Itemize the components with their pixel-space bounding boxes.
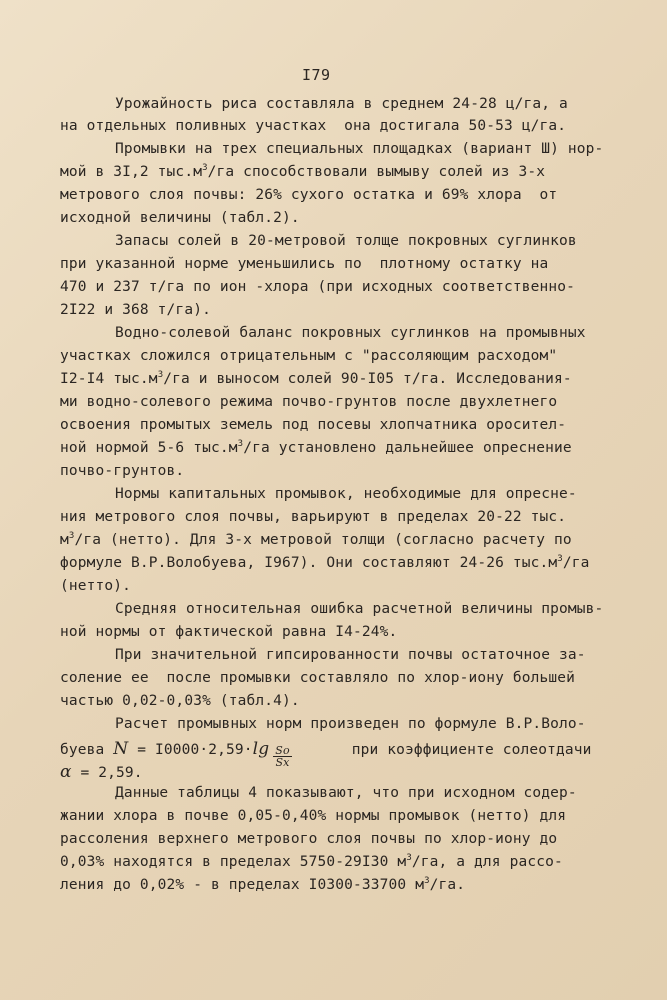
text-line: соление ее после промывки составляло по хлор-иону большей <box>60 670 576 686</box>
text-line: При значительной гипсированности почвы остаточное за- <box>115 647 586 663</box>
text-line: $м^3/га$ (нетто). Для 3-х метровой толщи (согласно расчету по <box>60 531 572 548</box>
text-line: 2I22 и 368 т/га). <box>60 302 211 318</box>
text-line: Расчет промывных норм произведен по формуле В.Р.Воло- <box>115 716 586 732</box>
text-line: Данные таблицы 4 показывают, что при исходном содер- <box>115 785 577 801</box>
text-line: ления до 0,02% - в пределах I0300-33700 $м^3/га$. <box>60 876 466 893</box>
text-line: ми водно-солевого режима почво-грунтов после двухлетнего <box>60 394 558 410</box>
text-line: 470 и 237 т/га по ион -хлора (при исходных соответственно- <box>60 279 576 295</box>
text-line: частью 0,02-0,03% (табл.4). <box>60 693 300 709</box>
text-line: Промывки на трех специальных площадках (вариант Ш) нор- <box>115 141 604 157</box>
formula-variable-n: N <box>113 739 129 759</box>
text-line: (нетто). <box>60 578 132 594</box>
text-line: при указанной норме уменьшились по плотному остатку на <box>60 256 549 272</box>
text-line: участках сложился отрицательным с "рассоляющим расходом" <box>60 348 558 364</box>
text-line: 0,03% находятся в пределах 5750-29I30 $м^3/га$, а для рассо- <box>60 853 563 870</box>
text-line: формуле В.Р.Волобуева, I967). Они составляют 24-26 $тыс.м^3/га$ <box>60 554 590 571</box>
text-line: Водно-солевой баланс покровных суглинков на промывных <box>115 325 586 341</box>
text-line: Запасы солей в 20-метровой толще покровных суглинков <box>115 233 577 249</box>
text-line: I2-I4 $тыс.м^3/га$ и выносом солей 90-I05 т/га. Исследования- <box>60 370 572 387</box>
text-line: ной нормой 5-6 $тыс.м^3/га$ установлено дальнейшее опреснение <box>60 439 572 456</box>
text-line: мой в 3I,2 $тыс.м^3/га$ способствовали вымыву солей из 3-х <box>60 163 546 180</box>
text-line: α = 2,59. <box>60 762 143 782</box>
text-line: метрового слоя почвы: 26% сухого остатка и 69% хлора от <box>60 187 558 203</box>
text-line: почво-грунтов. <box>60 463 185 479</box>
formula-line: буева N = I0000·2,59·lg $\frac{So}{Sx}$ при коэффициенте солеотдачи <box>60 739 592 769</box>
formula-fraction: $\frac{So}{Sx}$ <box>275 744 290 769</box>
text-line: жании хлора в почве 0,05-0,40% нормы промывок (нетто) для <box>60 808 567 824</box>
text-line: Средняя относительная ошибка расчетной величины промыв- <box>115 601 604 617</box>
text-line: на отдельных поливных участках она достигала 50-53 ц/га. <box>60 118 567 134</box>
page-number: I79 <box>302 66 331 84</box>
text-line: освоения промытых земель под посевы хлопчатника оросител- <box>60 417 567 433</box>
text-line: Урожайность риса составляла в среднем 24-28 ц/га, а <box>115 96 568 112</box>
text-line: Нормы капитальных промывок, необходимые для опреснe- <box>115 486 577 502</box>
text-line: ния метрового слоя почвы, варьируют в пределах 20-22 тыс. <box>60 509 567 525</box>
text-line: ной нормы от фактической равна I4-24%. <box>60 624 398 640</box>
formula-alpha: α <box>60 762 72 782</box>
formula-log: lg <box>252 739 270 759</box>
text-line: исходной величины (табл.2). <box>60 210 300 226</box>
text-line: рассоления верхнего метрового слоя почвы по хлор-иону до <box>60 831 558 847</box>
